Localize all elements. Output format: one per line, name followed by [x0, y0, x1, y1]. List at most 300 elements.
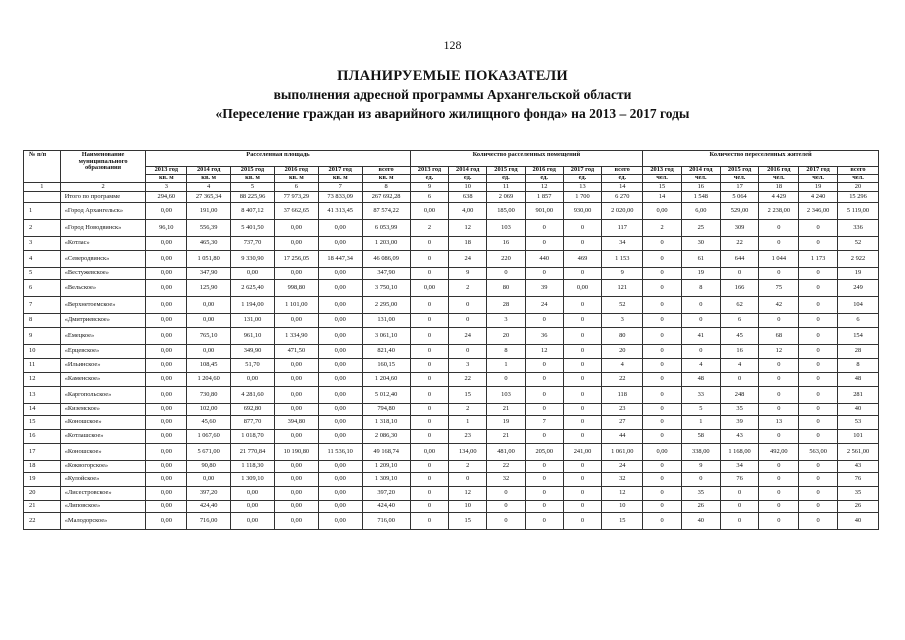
- cell-value: 0: [410, 268, 449, 280]
- cell-value: 9: [602, 268, 643, 280]
- cell-value: 0: [563, 461, 602, 473]
- unit-header: кв. м: [187, 175, 231, 183]
- program-name: «Переселение граждан из аварийного жилищного фонда» на 2013 – 2017 годы: [215, 106, 690, 121]
- cell-value: 0,00: [146, 268, 187, 280]
- municipality-name: «Вельское»: [60, 280, 146, 297]
- row-number: 7: [24, 297, 61, 314]
- cell-value: 0: [563, 328, 602, 345]
- column-number: 3: [146, 183, 187, 192]
- cell-value: 0,00: [643, 444, 682, 461]
- unit-header: ед.: [410, 175, 449, 183]
- cell-value: 46 086,09: [362, 251, 410, 268]
- cell-value: 0,00: [410, 203, 449, 220]
- cell-value: 0,00: [318, 280, 362, 297]
- cell-value: 0: [681, 314, 720, 328]
- cell-value: 563,00: [799, 444, 838, 461]
- cell-value: 13: [759, 416, 799, 430]
- cell-value: 1 700: [563, 192, 602, 203]
- cell-value: 1 051,80: [187, 251, 231, 268]
- cell-value: 0,00: [187, 314, 231, 328]
- cell-value: 101: [838, 430, 879, 444]
- cell-value: 121: [602, 280, 643, 297]
- year-header: 2013 год: [410, 167, 449, 175]
- cell-value: 14: [643, 192, 682, 203]
- cell-value: 0: [563, 416, 602, 430]
- cell-value: 0: [525, 501, 563, 513]
- cell-value: 0: [799, 345, 838, 359]
- table-row: [24, 444, 879, 461]
- cell-value: 737,70: [231, 237, 275, 251]
- cell-value: 10 190,80: [274, 444, 318, 461]
- table-body: [24, 192, 879, 530]
- cell-value: 0,00: [274, 461, 318, 473]
- row-number: 14: [24, 404, 61, 416]
- cell-value: 0,00: [146, 404, 187, 416]
- cell-value: 10: [602, 501, 643, 513]
- year-header: 2017 год: [318, 167, 362, 175]
- cell-value: 48: [838, 373, 879, 387]
- cell-value: 103: [487, 387, 526, 404]
- year-header-row: [24, 167, 879, 175]
- municipality-name: «Киземское»: [60, 404, 146, 416]
- cell-value: 0: [563, 501, 602, 513]
- cell-value: 6: [720, 314, 759, 328]
- header-area: Расселенная площадь: [146, 151, 410, 167]
- cell-value: 0: [643, 513, 682, 530]
- column-number: 12: [525, 183, 563, 192]
- cell-value: 191,00: [187, 203, 231, 220]
- cell-value: 2 346,00: [799, 203, 838, 220]
- column-number: 2: [60, 183, 146, 192]
- municipality-name: «Котлашское»: [60, 430, 146, 444]
- cell-value: 2: [643, 220, 682, 237]
- cell-value: 0: [410, 404, 449, 416]
- cell-value: 0: [410, 314, 449, 328]
- cell-value: 27: [602, 416, 643, 430]
- cell-value: 644: [720, 251, 759, 268]
- year-header: 2015 год: [487, 167, 526, 175]
- cell-value: 0: [563, 220, 602, 237]
- cell-value: 0: [563, 473, 602, 487]
- municipality-name: «Малодорское»: [60, 513, 146, 530]
- row-number: 15: [24, 416, 61, 430]
- cell-value: 90,80: [187, 461, 231, 473]
- cell-value: 0,00: [318, 268, 362, 280]
- cell-value: 424,40: [187, 501, 231, 513]
- cell-value: 0,00: [146, 359, 187, 373]
- cell-value: 22: [602, 373, 643, 387]
- cell-value: 0,00: [146, 473, 187, 487]
- column-number: 16: [681, 183, 720, 192]
- cell-value: 0: [410, 328, 449, 345]
- cell-value: 1 309,10: [231, 473, 275, 487]
- year-header: 2016 год: [525, 167, 563, 175]
- cell-value: 0,00: [146, 297, 187, 314]
- cell-value: 35: [838, 487, 879, 501]
- cell-value: 0: [681, 345, 720, 359]
- cell-value: 2 295,00: [362, 297, 410, 314]
- cell-value: 28: [487, 297, 526, 314]
- cell-value: 4: [720, 359, 759, 373]
- cell-value: 556,39: [187, 220, 231, 237]
- cell-value: 30: [681, 237, 720, 251]
- cell-value: 2: [449, 461, 487, 473]
- cell-value: 0: [799, 513, 838, 530]
- cell-value: 0: [410, 359, 449, 373]
- table-row: [24, 473, 879, 487]
- cell-value: 24: [602, 461, 643, 473]
- cell-value: 0: [563, 268, 602, 280]
- cell-value: 469: [563, 251, 602, 268]
- cell-value: 961,10: [231, 328, 275, 345]
- column-number: 8: [362, 183, 410, 192]
- cell-value: 26: [838, 501, 879, 513]
- cell-value: 0: [799, 387, 838, 404]
- municipality-name: «Липовское»: [60, 501, 146, 513]
- cell-value: 35: [681, 487, 720, 501]
- cell-value: 131,00: [362, 314, 410, 328]
- cell-value: 15: [449, 387, 487, 404]
- cell-value: 0,00: [187, 473, 231, 487]
- cell-value: 347,90: [362, 268, 410, 280]
- row-number: 8: [24, 314, 61, 328]
- cell-value: 0: [759, 513, 799, 530]
- cell-value: 2 561,00: [838, 444, 879, 461]
- cell-value: 821,40: [362, 345, 410, 359]
- municipality-name: «Ильинское»: [60, 359, 146, 373]
- cell-value: 205,00: [525, 444, 563, 461]
- cell-value: 0,00: [563, 280, 602, 297]
- cell-value: 0: [720, 501, 759, 513]
- cell-value: 8: [838, 359, 879, 373]
- cell-value: 9: [681, 461, 720, 473]
- cell-value: 8 407,12: [231, 203, 275, 220]
- cell-value: 0,00: [274, 387, 318, 404]
- cell-value: 692,80: [231, 404, 275, 416]
- cell-value: 23: [449, 430, 487, 444]
- document-title: ПЛАНИРУЕМЫЕ ПОКАЗАТЕЛИ: [337, 68, 568, 84]
- table-row: [24, 404, 879, 416]
- cell-value: 0,00: [146, 373, 187, 387]
- cell-value: 80: [602, 328, 643, 345]
- cell-value: 0: [681, 473, 720, 487]
- cell-value: 0,00: [146, 444, 187, 461]
- cell-value: 58: [681, 430, 720, 444]
- cell-value: 0: [759, 359, 799, 373]
- cell-value: 901,00: [525, 203, 563, 220]
- table-row: [24, 387, 879, 404]
- table-row: [24, 280, 879, 297]
- cell-value: 0: [799, 220, 838, 237]
- cell-value: 1 153: [602, 251, 643, 268]
- cell-value: 34: [602, 237, 643, 251]
- municipality-name: «Дмитриевское»: [60, 314, 146, 328]
- cell-value: 1 548: [681, 192, 720, 203]
- row-number: 11: [24, 359, 61, 373]
- cell-value: 0: [643, 251, 682, 268]
- cell-value: 0,00: [318, 404, 362, 416]
- cell-value: 0,00: [146, 328, 187, 345]
- cell-value: 0: [643, 430, 682, 444]
- cell-value: 397,20: [362, 487, 410, 501]
- cell-value: 44: [602, 430, 643, 444]
- cell-value: 0,00: [274, 373, 318, 387]
- cell-value: 35: [720, 404, 759, 416]
- cell-value: 39: [720, 416, 759, 430]
- cell-value: 0: [563, 513, 602, 530]
- table-row: [24, 297, 879, 314]
- cell-value: 3: [487, 314, 526, 328]
- cell-value: 21: [487, 430, 526, 444]
- cell-value: 0,00: [643, 203, 682, 220]
- cell-value: 0: [410, 461, 449, 473]
- cell-value: 0,00: [318, 359, 362, 373]
- cell-value: 0: [410, 501, 449, 513]
- year-header: 2017 год: [563, 167, 602, 175]
- cell-value: 0,00: [146, 314, 187, 328]
- cell-value: 18 447,34: [318, 251, 362, 268]
- cell-value: 0: [563, 314, 602, 328]
- cell-value: 471,50: [274, 345, 318, 359]
- cell-value: 0: [643, 280, 682, 297]
- unit-header: кв. м: [362, 175, 410, 183]
- cell-value: 0: [563, 430, 602, 444]
- row-number: [24, 192, 61, 203]
- row-number: 4: [24, 251, 61, 268]
- cell-value: 104: [838, 297, 879, 314]
- indicators-table: [23, 150, 879, 530]
- cell-value: 6: [838, 314, 879, 328]
- cell-value: 1: [449, 416, 487, 430]
- table-row: [24, 513, 879, 530]
- table-row: [24, 487, 879, 501]
- cell-value: 1: [681, 416, 720, 430]
- cell-value: 0: [643, 373, 682, 387]
- cell-value: 0: [563, 297, 602, 314]
- cell-value: 1 061,00: [602, 444, 643, 461]
- cell-value: 28: [838, 345, 879, 359]
- cell-value: 15: [449, 513, 487, 530]
- cell-value: 0,00: [274, 314, 318, 328]
- cell-value: 0: [563, 359, 602, 373]
- cell-value: 0,00: [146, 251, 187, 268]
- table-row: [24, 251, 879, 268]
- cell-value: 12: [449, 220, 487, 237]
- cell-value: 37 662,65: [274, 203, 318, 220]
- cell-value: 930,00: [563, 203, 602, 220]
- cell-value: 49 168,74: [362, 444, 410, 461]
- cell-value: 25: [681, 220, 720, 237]
- cell-value: 0: [759, 501, 799, 513]
- cell-value: 440: [525, 251, 563, 268]
- cell-value: 0: [799, 280, 838, 297]
- cell-value: 0: [487, 487, 526, 501]
- municipality-name: «Лисестровское»: [60, 487, 146, 501]
- row-number: 22: [24, 513, 61, 530]
- cell-value: 0,00: [318, 373, 362, 387]
- cell-value: 0: [410, 387, 449, 404]
- year-header: 2014 год: [449, 167, 487, 175]
- cell-value: 77 973,29: [274, 192, 318, 203]
- cell-value: 0: [799, 487, 838, 501]
- cell-value: 424,40: [362, 501, 410, 513]
- cell-value: 0: [410, 416, 449, 430]
- header-municipality: Наименование муниципального образования: [60, 151, 146, 183]
- unit-header: кв. м: [318, 175, 362, 183]
- cell-value: 0: [410, 473, 449, 487]
- cell-value: 11 536,10: [318, 444, 362, 461]
- cell-value: 43: [838, 461, 879, 473]
- unit-header: ед.: [449, 175, 487, 183]
- cell-value: 0: [643, 297, 682, 314]
- row-number: 12: [24, 373, 61, 387]
- table-row: [24, 268, 879, 280]
- cell-value: 394,80: [274, 416, 318, 430]
- cell-value: 0,00: [274, 268, 318, 280]
- cell-value: 241,00: [563, 444, 602, 461]
- cell-value: 481,00: [487, 444, 526, 461]
- cell-value: 0: [525, 404, 563, 416]
- cell-value: 0: [449, 297, 487, 314]
- cell-value: 1: [487, 359, 526, 373]
- cell-value: 0: [525, 513, 563, 530]
- cell-value: 2 625,40: [231, 280, 275, 297]
- cell-value: 0,00: [146, 280, 187, 297]
- cell-value: 40: [838, 404, 879, 416]
- row-number: 10: [24, 345, 61, 359]
- cell-value: 730,80: [187, 387, 231, 404]
- table-row: [24, 237, 879, 251]
- cell-value: 0: [799, 473, 838, 487]
- cell-value: 0,00: [231, 501, 275, 513]
- cell-value: 87 574,22: [362, 203, 410, 220]
- cell-value: 0: [759, 373, 799, 387]
- cell-value: 0: [681, 297, 720, 314]
- cell-value: 0: [759, 220, 799, 237]
- cell-value: 0: [487, 513, 526, 530]
- cell-value: 5 012,40: [362, 387, 410, 404]
- cell-value: 0: [487, 268, 526, 280]
- year-header: 2014 год: [681, 167, 720, 175]
- cell-value: 16: [487, 237, 526, 251]
- cell-value: 61: [681, 251, 720, 268]
- municipality-name: «Коношское»: [60, 444, 146, 461]
- column-number: 14: [602, 183, 643, 192]
- unit-header: чел.: [799, 175, 838, 183]
- column-number: 19: [799, 183, 838, 192]
- cell-value: 15: [602, 513, 643, 530]
- cell-value: 5 064: [720, 192, 759, 203]
- cell-value: 0,00: [318, 473, 362, 487]
- cell-value: 185,00: [487, 203, 526, 220]
- total-row: [24, 192, 879, 203]
- unit-header: чел.: [759, 175, 799, 183]
- cell-value: 3 750,10: [362, 280, 410, 297]
- cell-value: 6: [410, 192, 449, 203]
- cell-value: 0,00: [410, 444, 449, 461]
- cell-value: 2 922: [838, 251, 879, 268]
- cell-value: 1 334,90: [274, 328, 318, 345]
- cell-value: 27 365,34: [187, 192, 231, 203]
- cell-value: 1 067,60: [187, 430, 231, 444]
- year-header: всего: [362, 167, 410, 175]
- year-header: 2015 год: [231, 167, 275, 175]
- row-number: 3: [24, 237, 61, 251]
- cell-value: 4,00: [449, 203, 487, 220]
- cell-value: 0,00: [318, 487, 362, 501]
- cell-value: 0,00: [146, 501, 187, 513]
- cell-value: 26: [681, 501, 720, 513]
- cell-value: 492,00: [759, 444, 799, 461]
- cell-value: 0,00: [274, 404, 318, 416]
- cell-value: 309: [720, 220, 759, 237]
- cell-value: 0: [643, 404, 682, 416]
- cell-value: 19: [487, 416, 526, 430]
- cell-value: 0,00: [318, 314, 362, 328]
- municipality-name: «Город Архангельск»: [60, 203, 146, 220]
- cell-value: 96,10: [146, 220, 187, 237]
- cell-value: 5: [681, 404, 720, 416]
- row-number: 6: [24, 280, 61, 297]
- cell-value: 19: [681, 268, 720, 280]
- cell-value: 0: [525, 487, 563, 501]
- cell-value: 0,00: [146, 430, 187, 444]
- row-number: 2: [24, 220, 61, 237]
- cell-value: 2: [410, 220, 449, 237]
- cell-value: 0,00: [274, 237, 318, 251]
- column-number: 10: [449, 183, 487, 192]
- unit-header: чел.: [681, 175, 720, 183]
- cell-value: 0,00: [231, 268, 275, 280]
- cell-value: 53: [838, 416, 879, 430]
- cell-value: 0,00: [274, 359, 318, 373]
- cell-value: 0: [799, 328, 838, 345]
- cell-value: 5 119,00: [838, 203, 879, 220]
- cell-value: 6 270: [602, 192, 643, 203]
- column-number: 15: [643, 183, 682, 192]
- cell-value: 638: [449, 192, 487, 203]
- cell-value: 1 204,60: [362, 373, 410, 387]
- column-number: 18: [759, 183, 799, 192]
- cell-value: 0: [525, 387, 563, 404]
- cell-value: 0: [799, 416, 838, 430]
- cell-value: 6,00: [681, 203, 720, 220]
- cell-value: 349,90: [231, 345, 275, 359]
- header-rooms: Количество расселенных помещений: [410, 151, 643, 167]
- cell-value: 0,00: [146, 237, 187, 251]
- cell-value: 12: [449, 487, 487, 501]
- cell-value: 347,90: [187, 268, 231, 280]
- cell-value: 41 313,45: [318, 203, 362, 220]
- cell-value: 716,00: [187, 513, 231, 530]
- cell-value: 0,00: [318, 345, 362, 359]
- cell-value: 36: [525, 328, 563, 345]
- cell-value: 131,00: [231, 314, 275, 328]
- municipality-name: «Верхнетоемское»: [60, 297, 146, 314]
- cell-value: 220: [487, 251, 526, 268]
- unit-header: кв. м: [146, 175, 187, 183]
- column-number: 20: [838, 183, 879, 192]
- cell-value: 7: [525, 416, 563, 430]
- unit-header: чел.: [643, 175, 682, 183]
- cell-value: 3: [449, 359, 487, 373]
- year-header: 2014 год: [187, 167, 231, 175]
- row-number: 13: [24, 387, 61, 404]
- cell-value: 1 318,10: [362, 416, 410, 430]
- cell-value: 0,00: [318, 501, 362, 513]
- cell-value: 10: [449, 501, 487, 513]
- cell-value: 716,00: [362, 513, 410, 530]
